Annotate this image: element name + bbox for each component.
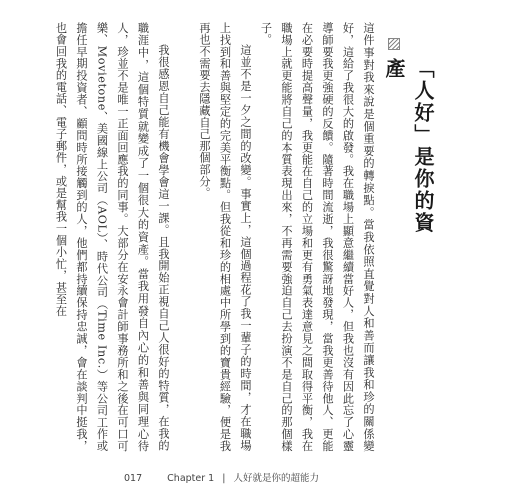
body-text	[54, 22, 378, 452]
paragraph-1: 這件事對我來說是個重要的轉捩點。當我依照直覺對人和善而讓我和珍的關係變好，這給了我很大的啟發。我在職場上顯意繼續當好人，但我也沒有因此忘了心靈導師要我更強硬的反饋。隨著時間流逝，我很驚訝地發現，當我更善待他人、更能在必要時提高聲量，我更能在自己的立場和更有勇氣表達意見之間取得平衡，我在職場上就更能將自己的本質表現出來，不再需要強迫自己去扮演不是自己的那個樣子。	[259, 22, 375, 452]
paragraph-break	[173, 22, 194, 452]
chapter-title: 人好就是你的超能力	[233, 473, 319, 484]
chapter-label: Chapter 1	[167, 473, 215, 484]
section-title: 「人好」是你的資產	[382, 58, 435, 234]
footer-separator: |	[222, 473, 226, 484]
page-footer	[124, 470, 319, 484]
paragraph-2: 這並不是一夕之間的改變。事實上，這個過程花了我一輩子的時間，才在職場上找到和善與堅定的完美平衡點。但我從和珍的相處中所學到的寶貴經驗，便是我再也不需要去隱藏自己那個部分。	[198, 22, 252, 452]
section-marker-icon	[388, 38, 400, 50]
paragraph-3: 我很感恩自己能有機會學會這一課。且我開始正視自己人很好的特質，在我的職涯中，這個特質就變成了一個很大的資產。當我用發自內心的和善與同理心待人，珍並不是唯一正面回應我的同事。大部分在安永會計師事務所和之後在可口可樂、Movietone、美國線上公司（AOL）、時代公司（Time Inc.）等公司工作或擔任早期投資者、顧問時所接觸到的人，他們都持續保持忠誠，會在談判中挺我，也會回我的電話、電子郵件，或是幫我一個小忙，甚至在	[54, 22, 170, 452]
page-number: 017	[124, 473, 143, 484]
section-heading	[378, 38, 435, 238]
